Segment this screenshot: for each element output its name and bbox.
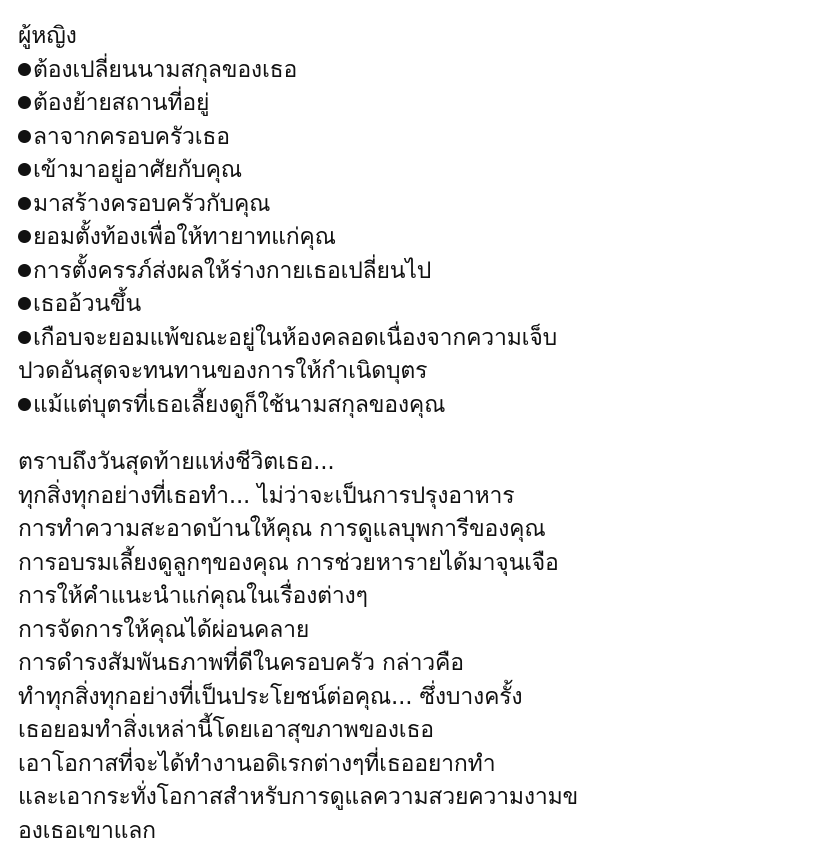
bullet-text: แม้แต่บุตรที่เธอเลี้ยงดูก็ใช้นามสกุลของคุณ bbox=[33, 392, 445, 418]
bullet-item bbox=[18, 87, 808, 121]
bullet-icon bbox=[18, 398, 31, 411]
bullet-text: เกือบจะยอมแพ้ขณะอยู่ในห้องคลอดเนื่องจากความเจ็บ bbox=[33, 325, 557, 351]
paragraph-line: การจัดการให้คุณได้ผ่อนคลาย bbox=[18, 614, 808, 648]
bullet-text: เธออ้วนขึ้น bbox=[33, 291, 141, 317]
bullet-continuation: ปวดอันสุดจะทนทานของการให้กำเนิดบุตร bbox=[18, 355, 808, 389]
bullet-text: ยอมตั้งท้องเพื่อให้ทายาทแก่คุณ bbox=[33, 224, 336, 250]
paragraph-gap bbox=[18, 422, 808, 446]
paragraph-line: ตราบถึงวันสุดท้ายแห่งชีวิตเธอ... bbox=[18, 446, 808, 480]
bullet-item bbox=[18, 221, 808, 255]
bullet-icon bbox=[18, 163, 31, 176]
bullet-item bbox=[18, 54, 808, 88]
paragraph-line: การดำรงสัมพันธภาพที่ดีในครอบครัว กล่าวคือ bbox=[18, 647, 808, 681]
paragraph-line: การอบรมเลี้ยงดูลูกๆของคุณ การช่วยหารายได้มาจุนเจือ bbox=[18, 547, 808, 581]
paragraph-line: ทำทุกสิ่งทุกอย่างที่เป็นประโยชน์ต่อคุณ... ซึ่งบางครั้ง bbox=[18, 681, 808, 715]
bullet-icon bbox=[18, 130, 31, 143]
bullet-text: มาสร้างครอบครัวกับคุณ bbox=[33, 191, 270, 217]
paragraph-line: การให้คำแนะนำแก่คุณในเรื่องต่างๆ bbox=[18, 580, 808, 614]
bullet-item bbox=[18, 154, 808, 188]
bullet-text: การตั้งครรภ์ส่งผลให้ร่างกายเธอเปลี่ยนไป bbox=[33, 258, 431, 284]
bullet-item bbox=[18, 288, 808, 322]
paragraph-line: ทุกสิ่งทุกอย่างที่เธอทำ... ไม่ว่าจะเป็นการปรุงอาหาร bbox=[18, 480, 808, 514]
paragraph-line: เอาโอกาสที่จะได้ทำงานอดิเรกต่างๆที่เธออยากทำ bbox=[18, 748, 808, 782]
paragraph-line: องเธอเขาแลก bbox=[18, 815, 808, 848]
bullet-text: ต้องเปลี่ยนนามสกุลของเธอ bbox=[33, 57, 297, 83]
paragraph-line: เธอยอมทำสิ่งเหล่านี้โดยเอาสุขภาพของเธอ bbox=[18, 714, 808, 748]
bullet-text: ต้องย้ายสถานที่อยู่ bbox=[33, 90, 209, 116]
bullet-icon bbox=[18, 331, 31, 344]
bullet-icon bbox=[18, 230, 31, 243]
bullet-icon bbox=[18, 197, 31, 210]
bullet-item bbox=[18, 255, 808, 289]
bullet-item bbox=[18, 121, 808, 155]
bullet-icon bbox=[18, 63, 31, 76]
paragraph-line: และเอากระทั่งโอกาสสำหรับการดูแลความสวยความงามข bbox=[18, 781, 808, 815]
bullet-item bbox=[18, 188, 808, 222]
bullet-icon bbox=[18, 264, 31, 277]
bullet-text: ลาจากครอบครัวเธอ bbox=[33, 124, 230, 150]
bullet-item bbox=[18, 389, 808, 423]
paragraph-line: การทำความสะอาดบ้านให้คุณ การดูแลบุพการีของคุณ bbox=[18, 513, 808, 547]
bullet-text: เข้ามาอยู่อาศัยกับคุณ bbox=[33, 157, 242, 183]
bullet-icon bbox=[18, 297, 31, 310]
bullet-icon bbox=[18, 96, 31, 109]
section-heading: ผู้หญิง bbox=[18, 20, 808, 54]
cropped-top-edge bbox=[195, 0, 375, 6]
document-text bbox=[18, 20, 808, 848]
bullet-item bbox=[18, 322, 808, 356]
